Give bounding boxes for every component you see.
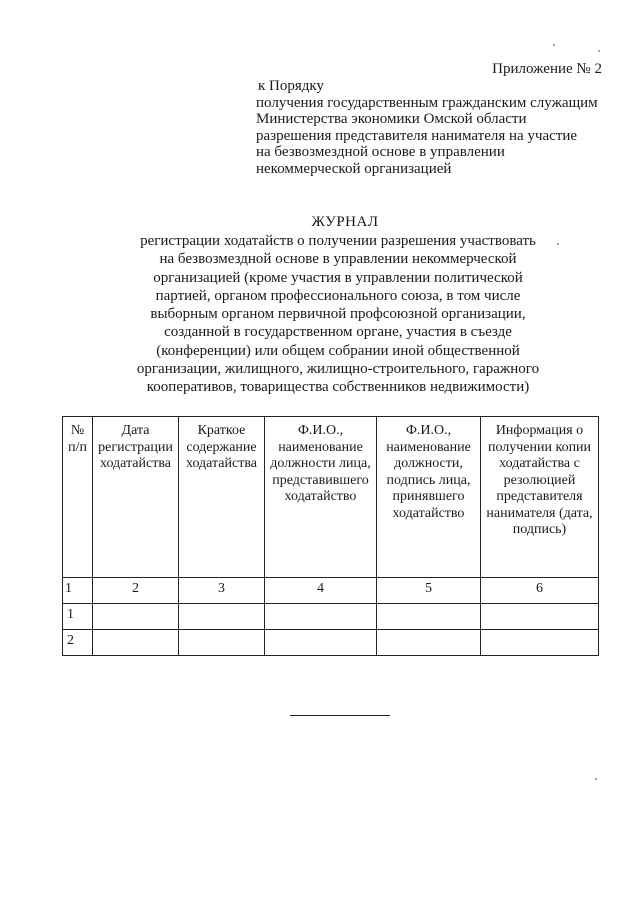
column-number: 4	[265, 578, 377, 604]
order-reference	[256, 78, 598, 177]
column-number: 6	[481, 578, 599, 604]
journal-description-line: организацией (кроме участия в управлении политической	[153, 269, 523, 286]
journal-description-line: (конференции) или общем собрании иной общественной	[156, 342, 520, 359]
column-number-row	[63, 578, 599, 604]
journal-description-line: на безвозмездной основе в управлении некоммерческой	[159, 251, 517, 268]
journal-description-line: организации, жилищного, жилищно-строительного, гаражного	[136, 361, 540, 378]
table-cell	[265, 604, 377, 630]
column-header-registration-date: Дата регистрации ходатайства	[93, 417, 179, 578]
order-reference-line: получения государственным гражданским служащим	[256, 94, 598, 111]
table-cell	[481, 604, 599, 630]
column-number: 1	[63, 578, 93, 604]
table-cell	[179, 630, 265, 656]
journal-description-line: созданной в государственном органе, участия в съезде	[164, 324, 512, 341]
column-number: 2	[93, 578, 179, 604]
table-row	[63, 604, 599, 630]
scan-speck	[598, 50, 600, 52]
column-header-copy-info: Информация о получении копии ходатайства с резолюцией представителя нанимателя (дата, подпись)	[481, 417, 599, 578]
table-cell: 1	[63, 604, 93, 630]
table-cell	[377, 604, 481, 630]
scan-speck	[553, 44, 555, 46]
journal-description	[88, 232, 588, 397]
journal-description-line: регистрации ходатайств о получении разрешения участвовать	[140, 233, 536, 249]
column-header-summary: Краткое содержание ходатайства	[179, 417, 265, 578]
table-cell	[481, 630, 599, 656]
column-header-number: № п/п	[63, 417, 93, 578]
table-header-row	[63, 417, 599, 578]
registration-journal-table	[62, 416, 599, 656]
table-cell	[377, 630, 481, 656]
signature-line	[290, 715, 390, 716]
column-number: 3	[179, 578, 265, 604]
journal-description-line: выборным органом первичной профсоюзной организации,	[150, 306, 526, 323]
scan-speck	[595, 778, 597, 780]
order-reference-line: на безвозмездной основе в управлении	[256, 144, 505, 160]
journal-description-line: кооперативов, товарищества собственников недвижимости)	[146, 379, 530, 396]
order-reference-line: некоммерческой организацией	[256, 160, 452, 177]
table-cell	[93, 604, 179, 630]
order-reference-line: разрешения представителя нанимателя на участие	[256, 127, 578, 144]
order-reference-line: к Порядку	[258, 78, 324, 94]
table-cell	[265, 630, 377, 656]
column-header-receiver: Ф.И.О., наименование должности, подпись лица, принявшего ходатайство	[377, 417, 481, 578]
table-cell	[179, 604, 265, 630]
table-cell: 2	[63, 630, 93, 656]
table-row	[63, 630, 599, 656]
journal-description-line: партией, органом профессионального союза, в том числе	[155, 287, 521, 304]
appendix-label: Приложение № 2	[492, 61, 602, 77]
column-number: 5	[377, 578, 481, 604]
order-reference-line: Министерства экономики Омской области	[256, 111, 527, 127]
journal-title: ЖУРНАЛ	[311, 214, 379, 230]
table-cell	[93, 630, 179, 656]
column-header-submitter: Ф.И.О., наименование должности лица, представившего ходатайство	[265, 417, 377, 578]
scan-speck	[557, 243, 559, 245]
